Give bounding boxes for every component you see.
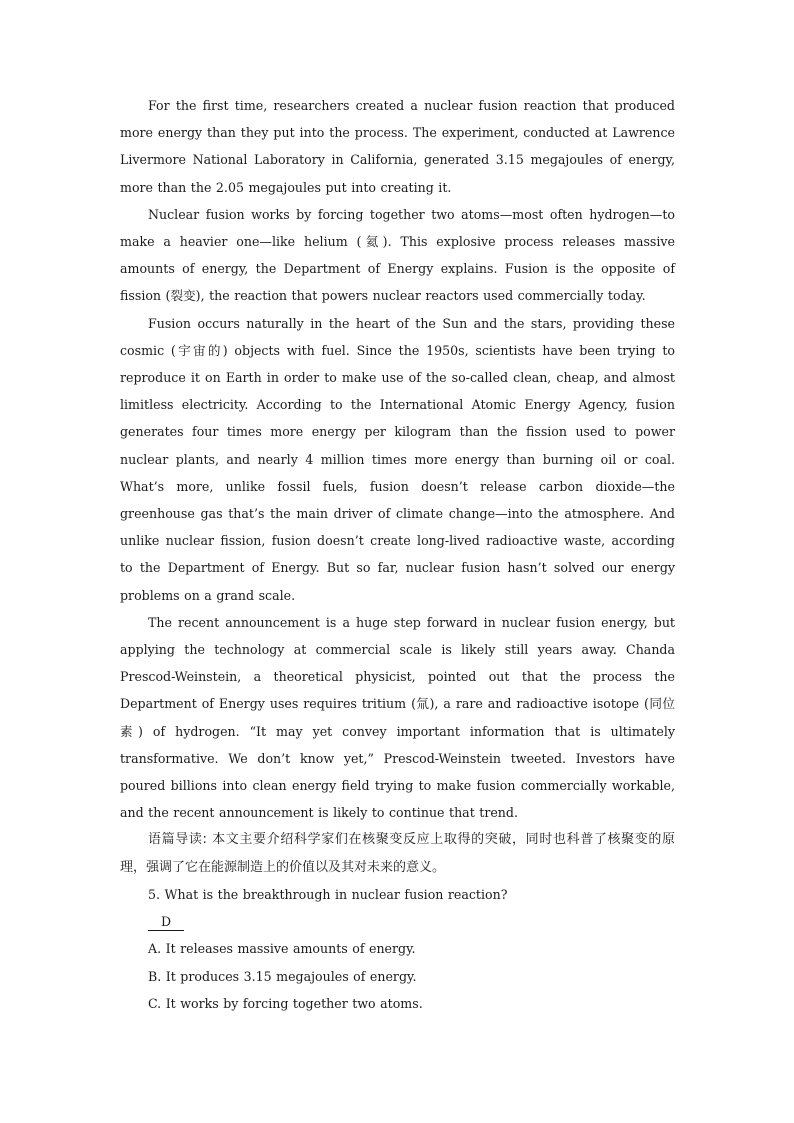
option-c: C. It works by forcing together two atoms. — [148, 995, 423, 1011]
passage-paragraph-1: For the first time, researchers created a nuclear fusion reaction that produced more energy than they put into the process. The experiment, conducted at Lawrence Livermore National Laboratory in California, generated 3.15 megajoules of energy, more than the 2.05 megajoules put into creating it. — [120, 98, 675, 195]
answer-blank: D — [148, 913, 184, 931]
passage-paragraph-2: Nuclear fusion works by forcing together two atoms—most often hydrogen—to make a heavier one—like helium (氦). This explosive process releases massive amounts of energy, the Department of Energy explains. Fusion is the opposite of fission (裂变), the reaction that powers nuclear reactors used commercially today. — [120, 206, 675, 304]
option-a: A. It releases massive amounts of energy. — [148, 941, 416, 957]
answer-line — [120, 908, 675, 935]
question-stem: 5. What is the breakthrough in nuclear fusion reaction? — [148, 886, 508, 902]
option-b: B. It produces 3.15 megajoules of energy. — [148, 968, 417, 984]
reading-guide: 语篇导读: 本文主要介绍科学家们在核聚变反应上取得的突破，同时也科普了核聚变的原理，强调了它在能源制造上的价值以及其对未来的意义。 — [120, 832, 675, 875]
document-page — [120, 92, 675, 1017]
passage-paragraph-4: The recent announcement is a huge step forward in nuclear fusion energy, but applying the technology at commercial scale is likely still years away. Chanda Prescod-Weinstein, a theoretical physicist, pointed out that the process the Department of Energy uses requires tritium (氚), a rare and radioactive isotope (同位素) of hydrogen. “It may yet convey important information that is ultimately transformative. We don’t know yet,” Prescod-Weinstein tweeted. Investors have poured billions into clean energy field trying to make fusion commercially workable, and the recent announcement is likely to continue that trend. — [120, 614, 675, 821]
passage-paragraph-3: Fusion occurs naturally in the heart of the Sun and the stars, providing these cosmic (宇宙的) objects with fuel. Since the 1950s, scientists have been trying to reproduce it on Earth in order to make use of the so-called clean, cheap, and almost limitless electricity. According to the International Atomic Energy Agency, fusion generates four times more energy per kilogram than the fission used to power nuclear plants, and nearly 4 million times more energy than burning oil or coal. What’s more, unlike fossil fuels, fusion doesn’t release carbon dioxide—the greenhouse gas that’s the main driver of climate change—into the atmosphere. And unlike nuclear fission, fusion doesn’t create long-lived radioactive waste, according to the Department of Energy. But so far, nuclear fusion hasn’t solved our energy problems on a grand scale. — [120, 315, 675, 603]
